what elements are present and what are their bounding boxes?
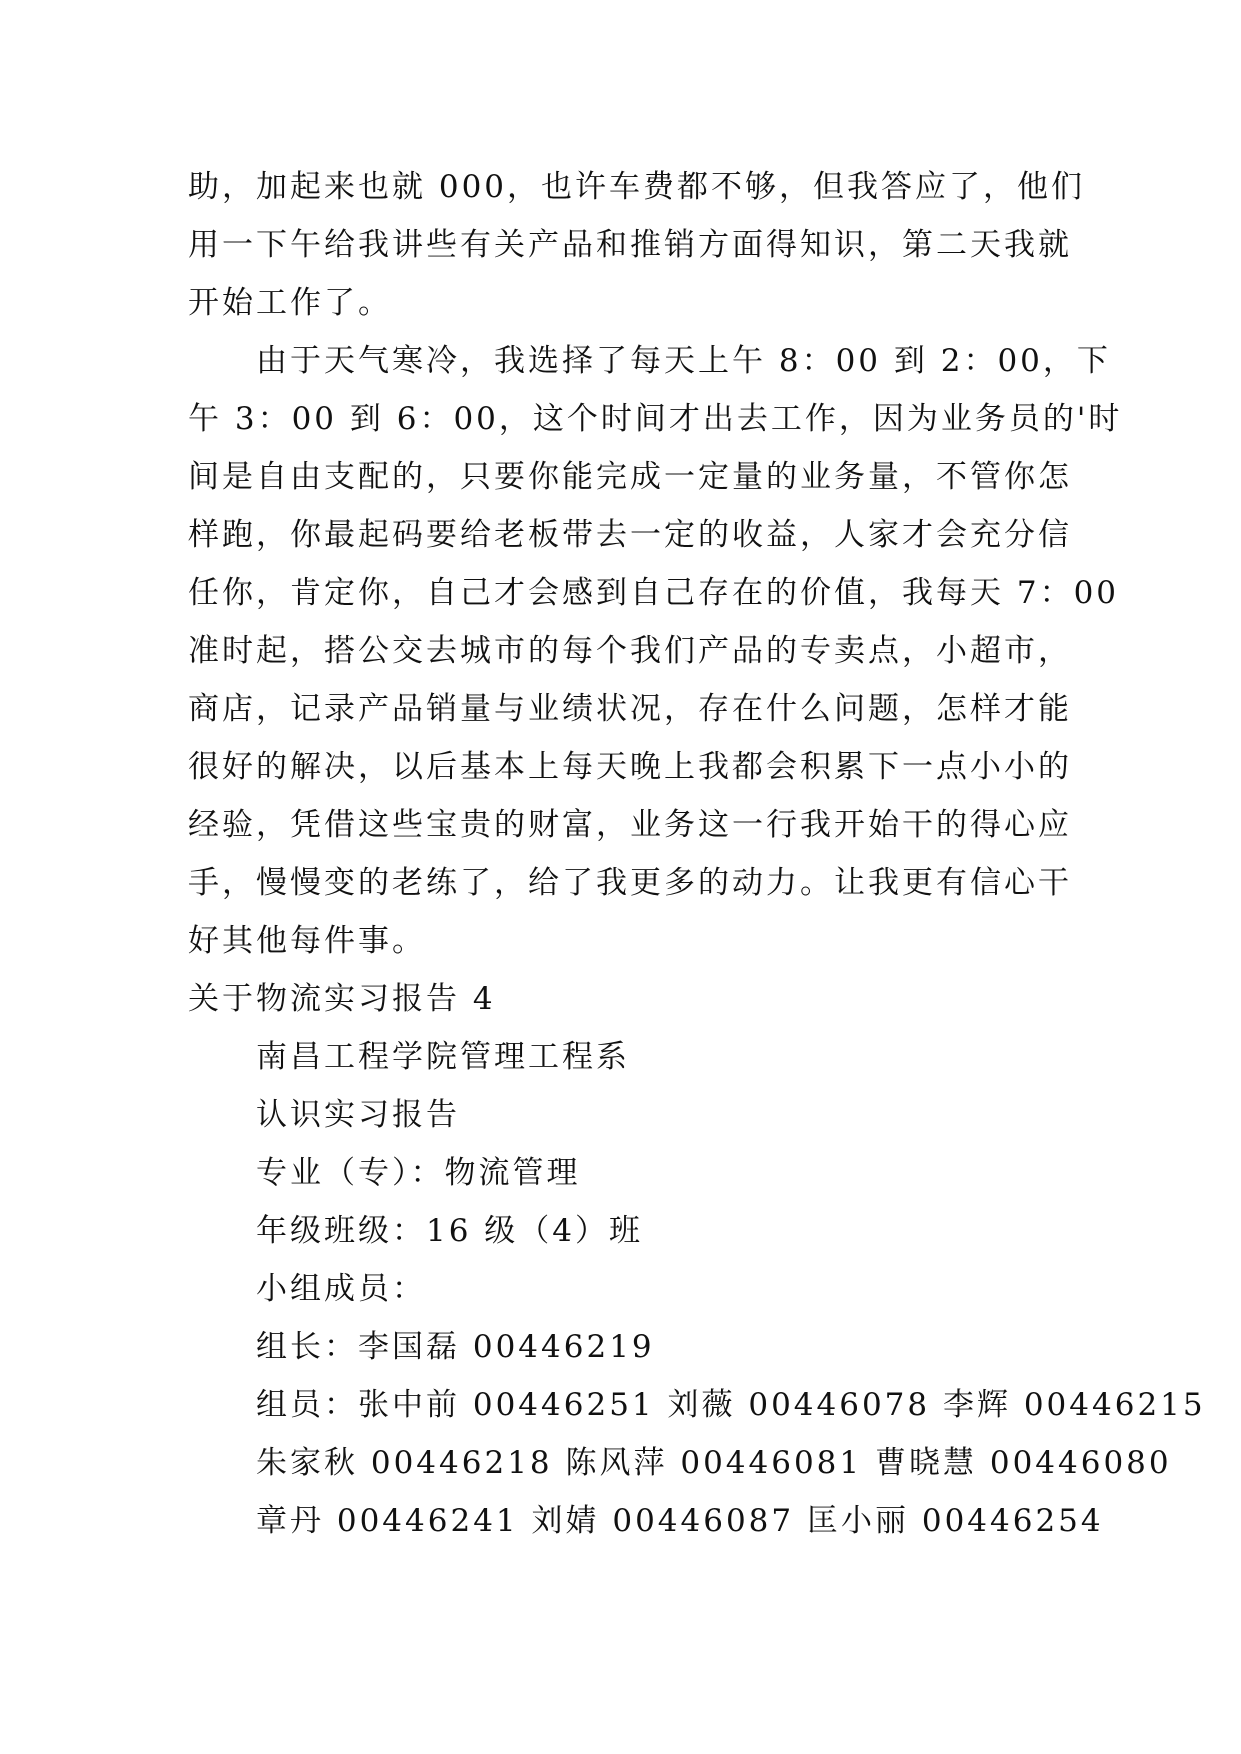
text-line: 间是自由支配的，只要你能完成一定量的业务量，不管你怎 — [188, 459, 1072, 495]
group-members-line: 组员：张中前 00446251 刘薇 00446078 李辉 00446215 — [256, 1387, 1206, 1423]
group-members-line: 朱家秋 00446218 陈风萍 00446081 曹晓慧 00446080 — [256, 1445, 1172, 1481]
text-line: 开始工作了。 — [188, 285, 392, 321]
text-line: 好其他每件事。 — [188, 923, 426, 959]
report-title: 认识实习报告 — [256, 1097, 460, 1133]
document-body — [188, 158, 1206, 1550]
text-line: 很好的解决，以后基本上每天晚上我都会积累下一点小小的 — [188, 749, 1072, 785]
text-line: 午 3：00 到 6：00，这个时间才出去工作，因为业务员的'时 — [188, 401, 1123, 437]
text-line: 手，慢慢变的老练了，给了我更多的动力。让我更有信心干 — [188, 865, 1072, 901]
text-line: 由于天气寒冷，我选择了每天上午 8：00 到 2：00，下 — [256, 343, 1111, 379]
department-title: 南昌工程学院管理工程系 — [256, 1039, 630, 1075]
group-leader-line: 组长：李国磊 00446219 — [256, 1329, 655, 1365]
text-line: 样跑，你最起码要给老板带去一定的收益，人家才会充分信 — [188, 517, 1072, 553]
text-line: 用一下午给我讲些有关产品和推销方面得知识，第二天我就 — [188, 227, 1072, 263]
class-field: 年级班级：16 级（4）班 — [256, 1213, 644, 1249]
group-members-line: 章丹 00446241 刘婧 00446087 匡小丽 00446254 — [256, 1503, 1104, 1539]
text-line: 准时起，搭公交去城市的每个我们产品的专卖点，小超市， — [188, 633, 1072, 669]
major-field: 专业（专）：物流管理 — [256, 1155, 581, 1191]
text-line: 经验，凭借这些宝贵的财富，业务这一行我开始干的得心应 — [188, 807, 1072, 843]
group-members-label: 小组成员： — [256, 1271, 426, 1307]
section-heading: 关于物流实习报告 4 — [188, 981, 496, 1017]
text-line: 助，加起来也就 000，也许车费都不够，但我答应了，他们 — [188, 169, 1086, 205]
text-line: 任你，肯定你，自己才会感到自己存在的价值，我每天 7：00 — [188, 575, 1120, 611]
text-line: 商店，记录产品销量与业绩状况，存在什么问题，怎样才能 — [188, 691, 1072, 727]
